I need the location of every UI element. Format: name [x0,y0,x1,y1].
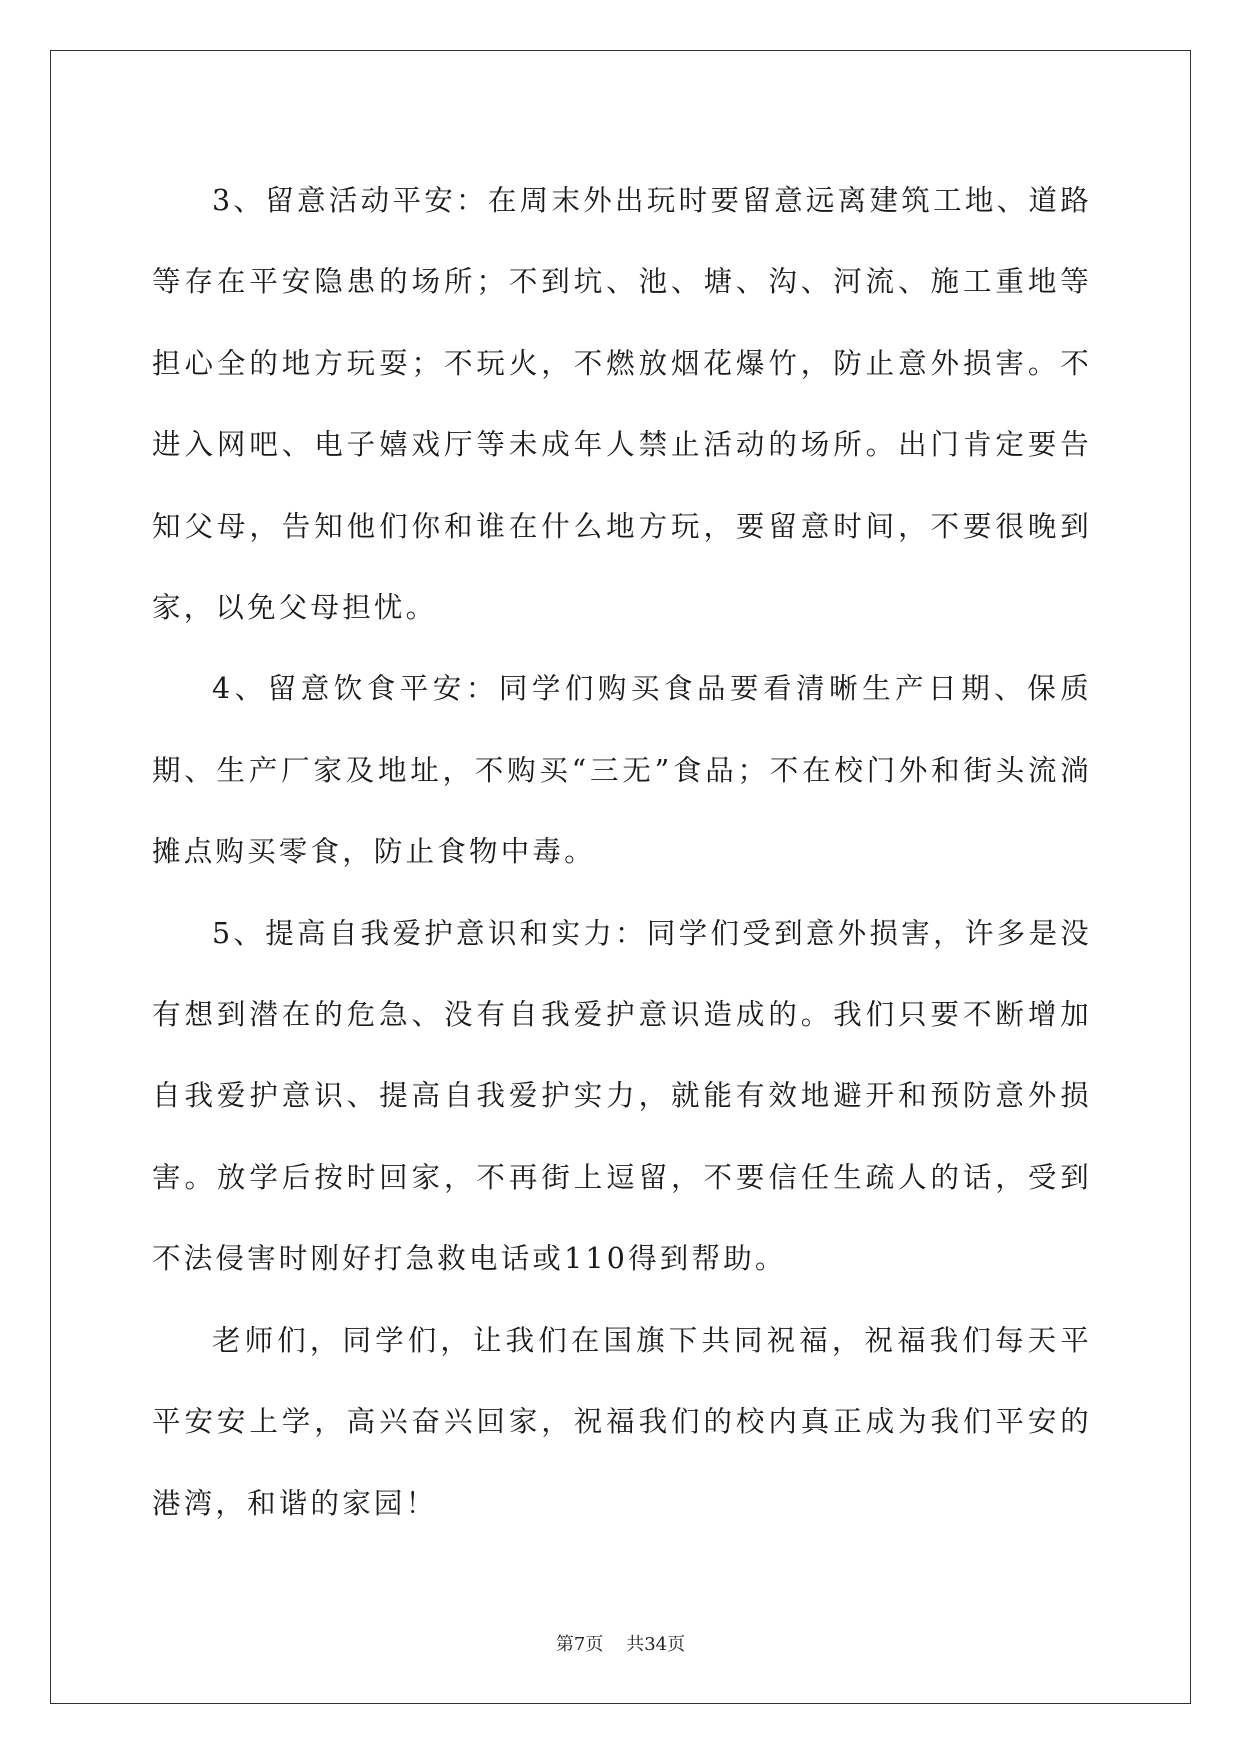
document-body [152,160,1092,1544]
page-footer [0,1630,1241,1656]
page-total: 共34页 [626,1634,686,1655]
paragraph-closing: 老师们，同学们，让我们在国旗下共同祝福，祝福我们每天平平安安上学，高兴奋兴回家，祝福我们的校内真正成为我们平安的港湾，和谐的家园！ [152,1323,1092,1520]
paragraph-activity-safety: 3、留意活动平安：在周末外出玩时要留意远离建筑工地、道路等存在平安隐患的场所；不到坑、池、塘、沟、河流、施工重地等担心全的地方玩耍；不玩火，不燃放烟花爆竹，防止意外损害。不进入网吧、电子嬉戏厅等未成年人禁止活动的场所。出门肯定要告知父母，告知他们你和谁在什么地方玩，要留意时间，不要很晚到家，以免父母担忧。 [152,184,1092,625]
paragraph-self-protection: 5、提高自我爱护意识和实力：同学们受到意外损害，许多是没有想到潜在的危急、没有自我爱护意识造成的。我们只要不断增加自我爱护意识、提高自我爱护实力，就能有效地避开和预防意外损害。放学后按时回家，不再街上逗留，不要信任生疏人的话，受到不法侵害时刚好打急救电话或110得到帮助。 [152,916,1092,1276]
paragraph-food-safety: 4、留意饮食平安：同学们购买食品要看清晰生产日期、保质期、生产厂家及地址，不购买“三无”食品；不在校门外和街头流淌摊点购买零食，防止食物中毒。 [152,672,1092,869]
page-number: 第7页 [555,1634,604,1655]
